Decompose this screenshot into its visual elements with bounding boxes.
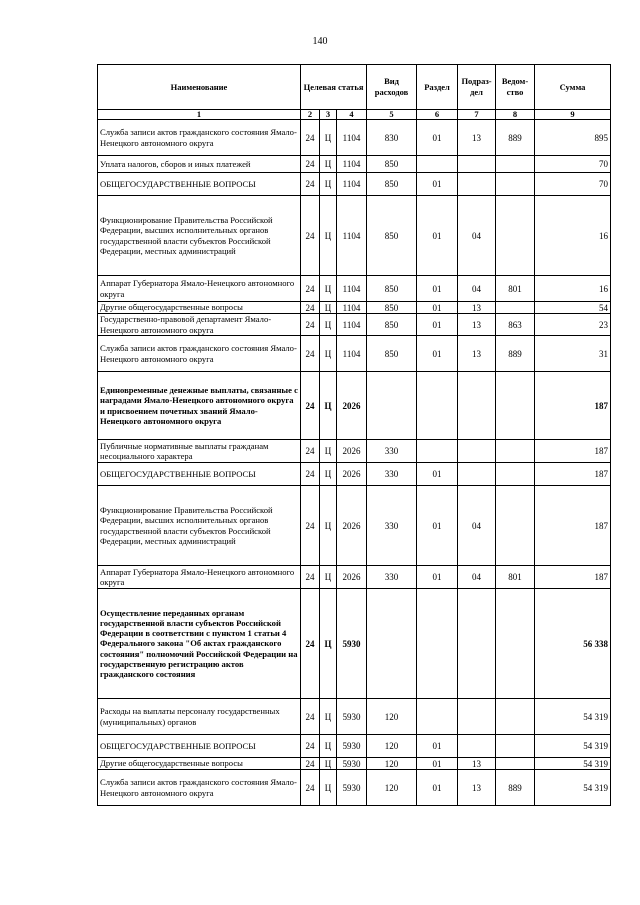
- header-section: Раздел: [417, 65, 458, 110]
- subsection-code: [458, 156, 496, 173]
- row-sum: 54 319: [535, 770, 611, 806]
- subsection-code: [458, 372, 496, 440]
- row-sum: 187: [535, 463, 611, 486]
- section-code: [417, 589, 458, 699]
- target-code-3: 5930: [337, 589, 367, 699]
- header-expense-type: Вид расходов: [367, 65, 417, 110]
- row-sum: 31: [535, 336, 611, 372]
- target-code-1: 24: [301, 372, 320, 440]
- department-code: [496, 486, 535, 566]
- department-code: 889: [496, 770, 535, 806]
- row-name: Аппарат Губернатора Ямало-Ненецкого автономного округа: [98, 276, 301, 302]
- target-code-3: 1104: [337, 156, 367, 173]
- expense-type: 330: [367, 440, 417, 463]
- row-sum: 16: [535, 276, 611, 302]
- budget-table: [97, 64, 611, 806]
- row-name: Функционирование Правительства Российской Федерации, высших исполнительных органов государственной власти субъектов Российской Федерации, местных администраций: [98, 486, 301, 566]
- department-code: 801: [496, 276, 535, 302]
- subsection-code: 13: [458, 770, 496, 806]
- expense-type: 830: [367, 120, 417, 156]
- header-subsection: Подраз- дел: [458, 65, 496, 110]
- target-code-3: 2026: [337, 486, 367, 566]
- target-code-2: Ц: [320, 276, 337, 302]
- section-code: 01: [417, 770, 458, 806]
- expense-type: 850: [367, 314, 417, 336]
- expense-type: 120: [367, 770, 417, 806]
- row-name: Служба записи актов гражданского состояния Ямало-Ненецкого автономного округа: [98, 770, 301, 806]
- table-row: [98, 589, 611, 699]
- subsection-code: 13: [458, 120, 496, 156]
- expense-type: [367, 372, 417, 440]
- target-code-2: Ц: [320, 589, 337, 699]
- target-code-2: Ц: [320, 486, 337, 566]
- target-code-1: 24: [301, 566, 320, 589]
- row-sum: 54 319: [535, 735, 611, 758]
- target-code-2: Ц: [320, 372, 337, 440]
- expense-type: 850: [367, 336, 417, 372]
- page-number: 140: [312, 36, 328, 47]
- col-number: 2: [301, 110, 320, 120]
- row-sum: 23: [535, 314, 611, 336]
- department-code: 801: [496, 566, 535, 589]
- header-name: Наименование: [98, 65, 301, 110]
- target-code-1: 24: [301, 699, 320, 735]
- section-code: 01: [417, 302, 458, 314]
- row-sum: 70: [535, 173, 611, 196]
- row-name: Государственно-правовой департамент Ямало-Ненецкого автономного округа: [98, 314, 301, 336]
- department-code: [496, 440, 535, 463]
- col-number: 7: [458, 110, 496, 120]
- expense-type: 330: [367, 486, 417, 566]
- target-code-3: 2026: [337, 440, 367, 463]
- expense-type: 850: [367, 173, 417, 196]
- expense-type: 850: [367, 196, 417, 276]
- target-code-2: Ц: [320, 314, 337, 336]
- row-name: Единовременные денежные выплаты, связанные с наградами Ямало-Ненецкого автономного округа и присвоением почетных званий Ямало-Ненецкого автономного округа: [98, 372, 301, 440]
- row-name: ОБЩЕГОСУДАРСТВЕННЫЕ ВОПРОСЫ: [98, 173, 301, 196]
- row-name: Другие общегосударственные вопросы: [98, 758, 301, 770]
- expense-type: 850: [367, 156, 417, 173]
- section-code: 01: [417, 566, 458, 589]
- expense-type: 120: [367, 735, 417, 758]
- subsection-code: 04: [458, 276, 496, 302]
- row-name: Аппарат Губернатора Ямало-Ненецкого автономного округа: [98, 566, 301, 589]
- target-code-1: 24: [301, 120, 320, 156]
- row-name: Расходы на выплаты персоналу государственных (муниципальных) органов: [98, 699, 301, 735]
- target-code-3: 1104: [337, 196, 367, 276]
- target-code-2: Ц: [320, 463, 337, 486]
- table-row: [98, 314, 611, 336]
- table-row: [98, 440, 611, 463]
- department-code: [496, 173, 535, 196]
- expense-type: 330: [367, 463, 417, 486]
- subsection-code: 13: [458, 336, 496, 372]
- col-number: 4: [337, 110, 367, 120]
- section-code: 01: [417, 486, 458, 566]
- department-code: 889: [496, 336, 535, 372]
- col-number: 3: [320, 110, 337, 120]
- target-code-2: Ц: [320, 699, 337, 735]
- department-code: [496, 735, 535, 758]
- target-code-1: 24: [301, 770, 320, 806]
- section-code: 01: [417, 336, 458, 372]
- target-code-3: 2026: [337, 463, 367, 486]
- target-code-2: Ц: [320, 196, 337, 276]
- row-name: Осуществление переданных органам государственной власти субъектов Российской Федерации в соответствии с пунктом 1 статьи 4 Федерального закона "Об актах гражданского состояния" полномочий Российской Федерации на государственную регистрацию актов гражданского состояния: [98, 589, 301, 699]
- expense-type: 120: [367, 699, 417, 735]
- table-body: [98, 120, 611, 806]
- subsection-code: [458, 440, 496, 463]
- section-code: 01: [417, 735, 458, 758]
- target-code-1: 24: [301, 156, 320, 173]
- subsection-code: [458, 173, 496, 196]
- header-sum: Сумма: [535, 65, 611, 110]
- target-code-2: Ц: [320, 302, 337, 314]
- section-code: 01: [417, 196, 458, 276]
- target-code-2: Ц: [320, 735, 337, 758]
- row-sum: 895: [535, 120, 611, 156]
- col-number: 9: [535, 110, 611, 120]
- target-code-2: Ц: [320, 770, 337, 806]
- department-code: 889: [496, 120, 535, 156]
- subsection-code: 13: [458, 314, 496, 336]
- expense-type: 850: [367, 276, 417, 302]
- header-target-article: Целевая статья: [301, 65, 367, 110]
- target-code-1: 24: [301, 735, 320, 758]
- table-row: [98, 120, 611, 156]
- table-row: [98, 735, 611, 758]
- row-sum: 187: [535, 372, 611, 440]
- department-code: [496, 758, 535, 770]
- department-code: [496, 589, 535, 699]
- row-name: Функционирование Правительства Российской Федерации, высших исполнительных органов государственной власти субъектов Российской Федерации, местных администраций: [98, 196, 301, 276]
- target-code-3: 1104: [337, 302, 367, 314]
- target-code-3: 5930: [337, 735, 367, 758]
- target-code-2: Ц: [320, 336, 337, 372]
- target-code-2: Ц: [320, 566, 337, 589]
- target-code-2: Ц: [320, 440, 337, 463]
- target-code-3: 1104: [337, 120, 367, 156]
- table-row: [98, 758, 611, 770]
- row-sum: 54: [535, 302, 611, 314]
- row-name: Служба записи актов гражданского состояния Ямало-Ненецкого автономного округа: [98, 120, 301, 156]
- section-code: 01: [417, 758, 458, 770]
- col-number: 8: [496, 110, 535, 120]
- table-row: [98, 372, 611, 440]
- section-code: 01: [417, 463, 458, 486]
- subsection-code: 13: [458, 302, 496, 314]
- section-code: 01: [417, 120, 458, 156]
- target-code-3: 1104: [337, 314, 367, 336]
- department-code: [496, 156, 535, 173]
- row-sum: 54 319: [535, 758, 611, 770]
- target-code-2: Ц: [320, 120, 337, 156]
- row-name: Уплата налогов, сборов и иных платежей: [98, 156, 301, 173]
- section-code: [417, 372, 458, 440]
- target-code-3: 5930: [337, 758, 367, 770]
- table-row: [98, 486, 611, 566]
- section-code: 01: [417, 173, 458, 196]
- target-code-1: 24: [301, 463, 320, 486]
- target-code-1: 24: [301, 196, 320, 276]
- subsection-code: [458, 589, 496, 699]
- expense-type: 330: [367, 566, 417, 589]
- row-name: Служба записи актов гражданского состояния Ямало-Ненецкого автономного округа: [98, 336, 301, 372]
- row-sum: 187: [535, 440, 611, 463]
- target-code-1: 24: [301, 276, 320, 302]
- subsection-code: [458, 463, 496, 486]
- target-code-2: Ц: [320, 156, 337, 173]
- row-sum: 16: [535, 196, 611, 276]
- target-code-3: 1104: [337, 336, 367, 372]
- subsection-code: 04: [458, 196, 496, 276]
- table-row: [98, 336, 611, 372]
- row-sum: 187: [535, 566, 611, 589]
- subsection-code: [458, 735, 496, 758]
- row-sum: 70: [535, 156, 611, 173]
- row-sum: 54 319: [535, 699, 611, 735]
- section-code: [417, 699, 458, 735]
- table-row: [98, 276, 611, 302]
- section-code: [417, 440, 458, 463]
- table-row: [98, 302, 611, 314]
- expense-type: 850: [367, 302, 417, 314]
- table-row: [98, 463, 611, 486]
- section-code: [417, 156, 458, 173]
- column-number-row: [98, 110, 611, 120]
- target-code-1: 24: [301, 302, 320, 314]
- expense-type: 120: [367, 758, 417, 770]
- row-name: ОБЩЕГОСУДАРСТВЕННЫЕ ВОПРОСЫ: [98, 735, 301, 758]
- col-number: 6: [417, 110, 458, 120]
- subsection-code: 13: [458, 758, 496, 770]
- target-code-3: 2026: [337, 566, 367, 589]
- row-sum: 56 338: [535, 589, 611, 699]
- target-code-3: 2026: [337, 372, 367, 440]
- row-name: ОБЩЕГОСУДАРСТВЕННЫЕ ВОПРОСЫ: [98, 463, 301, 486]
- row-name: Другие общегосударственные вопросы: [98, 302, 301, 314]
- expense-type: [367, 589, 417, 699]
- table-row: [98, 699, 611, 735]
- target-code-1: 24: [301, 589, 320, 699]
- header-department: Ведом- ство: [496, 65, 535, 110]
- subsection-code: 04: [458, 486, 496, 566]
- table-row: [98, 156, 611, 173]
- col-number: 1: [98, 110, 301, 120]
- target-code-1: 24: [301, 336, 320, 372]
- col-number: 5: [367, 110, 417, 120]
- department-code: 863: [496, 314, 535, 336]
- table-row: [98, 566, 611, 589]
- target-code-2: Ц: [320, 173, 337, 196]
- subsection-code: [458, 699, 496, 735]
- table-row: [98, 173, 611, 196]
- target-code-1: 24: [301, 486, 320, 566]
- target-code-1: 24: [301, 173, 320, 196]
- target-code-1: 24: [301, 314, 320, 336]
- department-code: [496, 463, 535, 486]
- department-code: [496, 372, 535, 440]
- subsection-code: 04: [458, 566, 496, 589]
- target-code-3: 5930: [337, 699, 367, 735]
- department-code: [496, 196, 535, 276]
- target-code-3: 1104: [337, 276, 367, 302]
- target-code-1: 24: [301, 440, 320, 463]
- target-code-1: 24: [301, 758, 320, 770]
- department-code: [496, 699, 535, 735]
- header-row: [98, 65, 611, 110]
- target-code-3: 5930: [337, 770, 367, 806]
- section-code: 01: [417, 276, 458, 302]
- table-row: [98, 770, 611, 806]
- target-code-3: 1104: [337, 173, 367, 196]
- target-code-2: Ц: [320, 758, 337, 770]
- section-code: 01: [417, 314, 458, 336]
- table-row: [98, 196, 611, 276]
- department-code: [496, 302, 535, 314]
- row-name: Публичные нормативные выплаты гражданам несоциального характера: [98, 440, 301, 463]
- row-sum: 187: [535, 486, 611, 566]
